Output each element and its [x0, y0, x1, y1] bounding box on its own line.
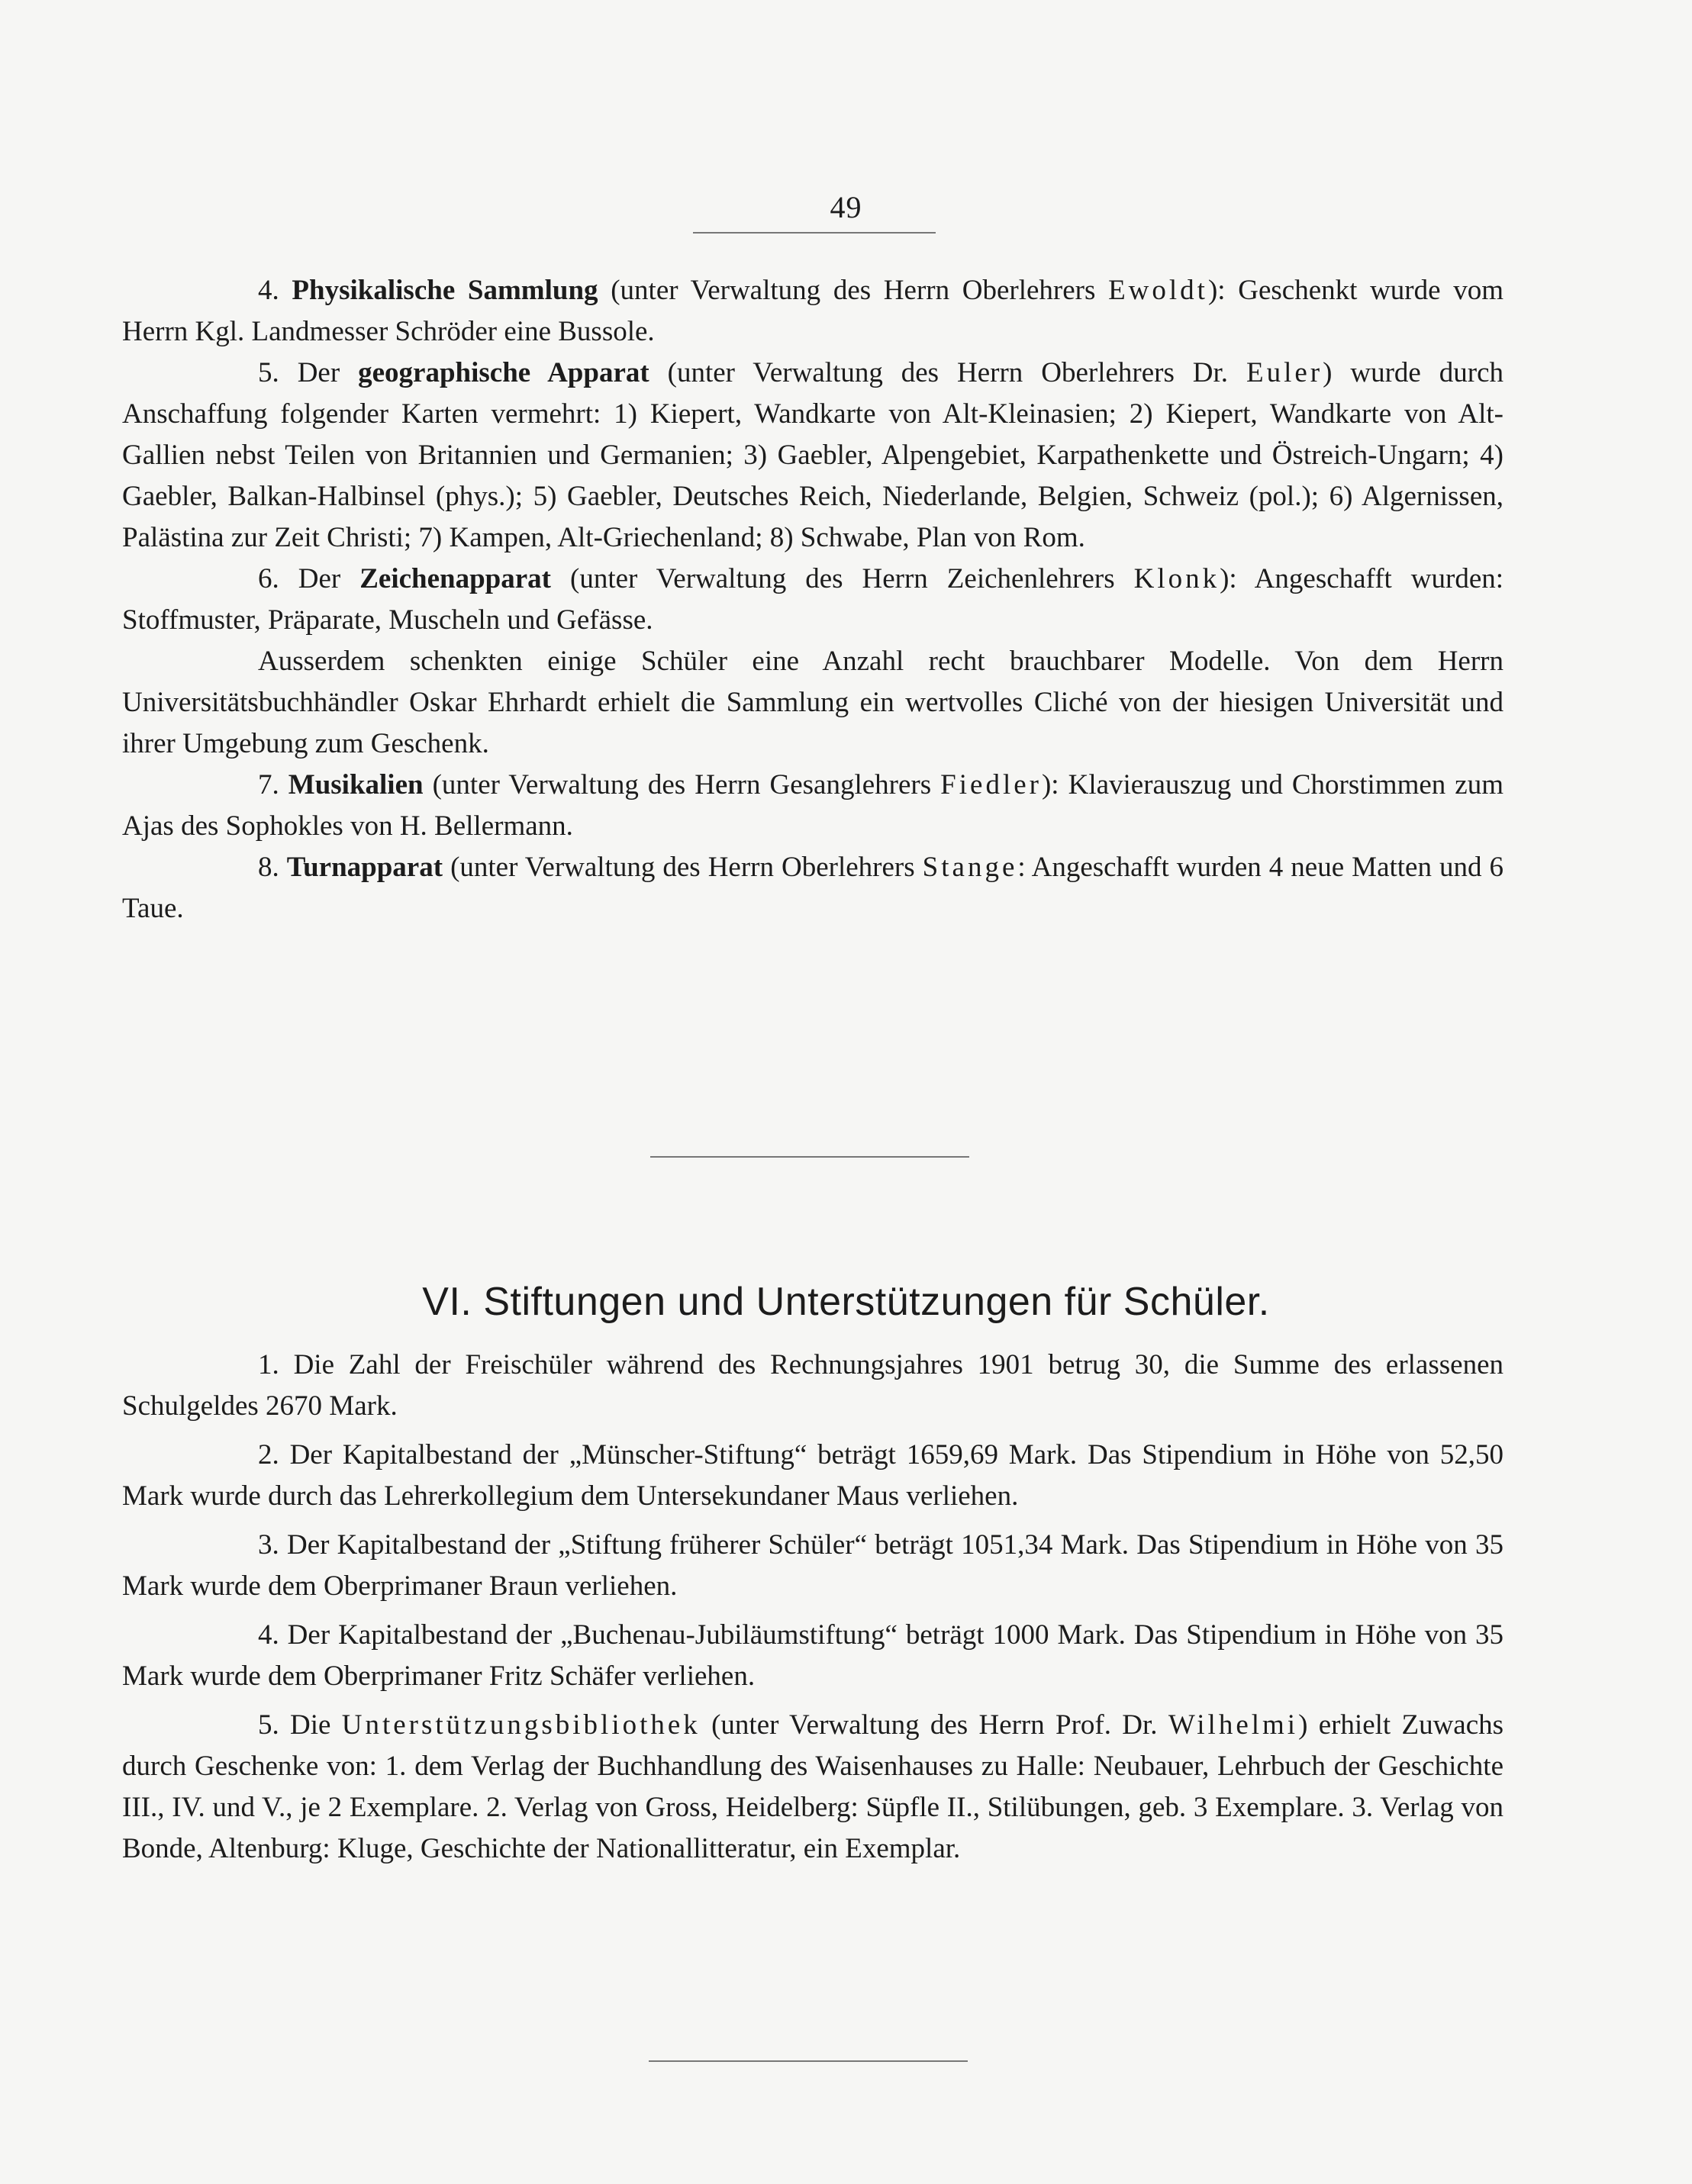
- item-zeichenapparat: [122, 559, 1503, 641]
- item-title: Zeichenapparat: [359, 563, 551, 594]
- footer-rule: [649, 2060, 968, 2062]
- item-person: Ewoldt: [1108, 275, 1208, 306]
- item-text: ):: [1220, 563, 1237, 594]
- item-number: 8.: [258, 852, 279, 883]
- item-text: (unter Verwaltung des Herrn Oberlehrers: [450, 852, 915, 883]
- item-person: Wilhelmi: [1168, 1709, 1299, 1741]
- page-number: 49: [830, 190, 862, 224]
- stiftung-item-1: 1. Die Zahl der Freischüler während des Rechnungsjahres 1901 betrug 30, die Summe des erlassenen Schulgeldes 2670 Mark.: [122, 1349, 1503, 1422]
- header-rule: [693, 232, 936, 234]
- item-person: Fiedler: [940, 769, 1042, 800]
- stiftung-item-3: 3. Der Kapitalbestand der „Stiftung früherer Schüler“ beträgt 1051,34 Mark. Das Stipendium in Höhe von 35 Mark wurde dem Oberprimaner Braun verliehen.: [122, 1529, 1503, 1602]
- item-text: Angeschafft wurden: Stoffmuster, Präparate, Muscheln und Gefässe.: [122, 563, 1504, 636]
- item-title: Musikalien: [288, 769, 424, 800]
- item-person: Klonk: [1133, 563, 1220, 594]
- item-text: Geschenkt wurde vom Herrn Kgl. Landmesser Schröder eine Bussole.: [122, 275, 1503, 347]
- item-text: Der: [298, 563, 341, 594]
- item-musikalien: [122, 765, 1503, 847]
- stiftung-item-5: [122, 1705, 1503, 1870]
- item-title: Physikalische Sammlung: [292, 275, 598, 306]
- section-vi-body: [122, 1345, 1503, 1870]
- item-text: (unter Verwaltung des Herrn Prof. Dr.: [711, 1709, 1158, 1741]
- item-turnapparat: [122, 847, 1503, 929]
- item-geographischer-apparat: [122, 353, 1503, 559]
- section-vi-heading: VI. Stiftungen und Unterstützungen für Schüler.: [422, 1280, 1270, 1324]
- item-number: 4.: [258, 275, 279, 306]
- item-text: erhielt Zuwachs durch Geschenke von: 1. dem Verlag der Buchhandlung des Waisenhauses zu Halle: Neubauer, Lehrbuch der Geschichte III., IV. und V., je 2 Exemplare. 2. Verlag von Gross, Heidelberg: Süpfle II., Stilübungen, geb. 3 Exemplare. 3. Verlag von Bonde, Altenburg: Kluge, Geschichte der Nationallitteratur, ein Exemplar.: [122, 1709, 1504, 1864]
- item-text: (unter Verwaltung des Herrn Gesanglehrers: [432, 769, 932, 800]
- item-title: Turnapparat: [286, 852, 443, 883]
- item-number: 6.: [258, 563, 279, 594]
- section-v-body: [122, 270, 1503, 929]
- item-text: (unter Verwaltung des Herrn Oberlehrers Dr.: [667, 357, 1229, 388]
- item-number: 5.: [258, 357, 279, 388]
- item-text: ): [1298, 1709, 1308, 1741]
- item-title: geographische Apparat: [358, 357, 649, 388]
- item-physikalische-sammlung: [122, 270, 1503, 353]
- item-text: ): Klavierauszug: [1041, 769, 1232, 800]
- section-divider: [650, 1156, 969, 1158]
- item-text: wurde durch Anschaffung folgender Karten vermehrt: 1) Kiepert, Wandkarte von Alt-Kleinasien; 2) Kiepert, Wandkarte von Alt-Gallien nebst Teilen von Britannien und Germanien; 3) Gaebler, Alpengebiet, Karpathenkette und Östreich-Ungarn; 4) Gaebler, Balkan-Halbinsel (phys.); 5) Gaebler, Deutsches Reich, Niederlande, Belgien, Schweiz (pol.); 6) Algernissen, Palästina zur Zeit Christi; 7) Kampen, Alt-Griechenland; 8) Schwabe, Plan von Rom.: [122, 357, 1504, 553]
- item-text: Der: [297, 357, 340, 388]
- item-text: :: [1017, 852, 1026, 883]
- item-text: Angeschafft wurden 4 neue Matten und 6 Taue.: [122, 852, 1504, 924]
- item-number: 7.: [258, 769, 279, 800]
- item-text: ):: [1207, 275, 1226, 306]
- stiftung-item-2: 2. Der Kapitalbestand der „Münscher-Stiftung“ beträgt 1659,69 Mark. Das Stipendium in Höhe von 52,50 Mark wurde durch das Lehrerkollegium dem Untersekundaner Maus verliehen.: [122, 1439, 1503, 1512]
- item-text: (unter Verwaltung des Herrn Zeichenlehrers: [570, 563, 1115, 594]
- item-person: Euler: [1246, 357, 1323, 388]
- item-person: Stange: [922, 852, 1018, 883]
- stiftung-item-4: 4. Der Kapitalbestand der „Buchenau-Jubiläumstiftung“ beträgt 1000 Mark. Das Stipendium in Höhe von 35 Mark wurde dem Oberprimaner Fritz Schäfer verliehen.: [122, 1619, 1503, 1692]
- paragraph-ausserdem: Ausserdem schenkten einige Schüler eine Anzahl recht brauchbarer Modelle. Von dem Herrn Universitätsbuchhändler Oskar Ehrhardt erhielt die Sammlung ein wertvolles Cliché von der hiesigen Universität und ihrer Umgebung zum Geschenk.: [122, 646, 1503, 759]
- item-text: (unter Verwaltung des Herrn Oberlehrers: [611, 275, 1096, 306]
- item-title: Unterstützungsbibliothek: [341, 1709, 701, 1741]
- item-text: und Chorstimmen zum Ajas des Sophokles von H. Bellermann.: [122, 769, 1503, 842]
- item-number: 5. Die: [258, 1709, 331, 1741]
- item-text: ): [1323, 357, 1333, 388]
